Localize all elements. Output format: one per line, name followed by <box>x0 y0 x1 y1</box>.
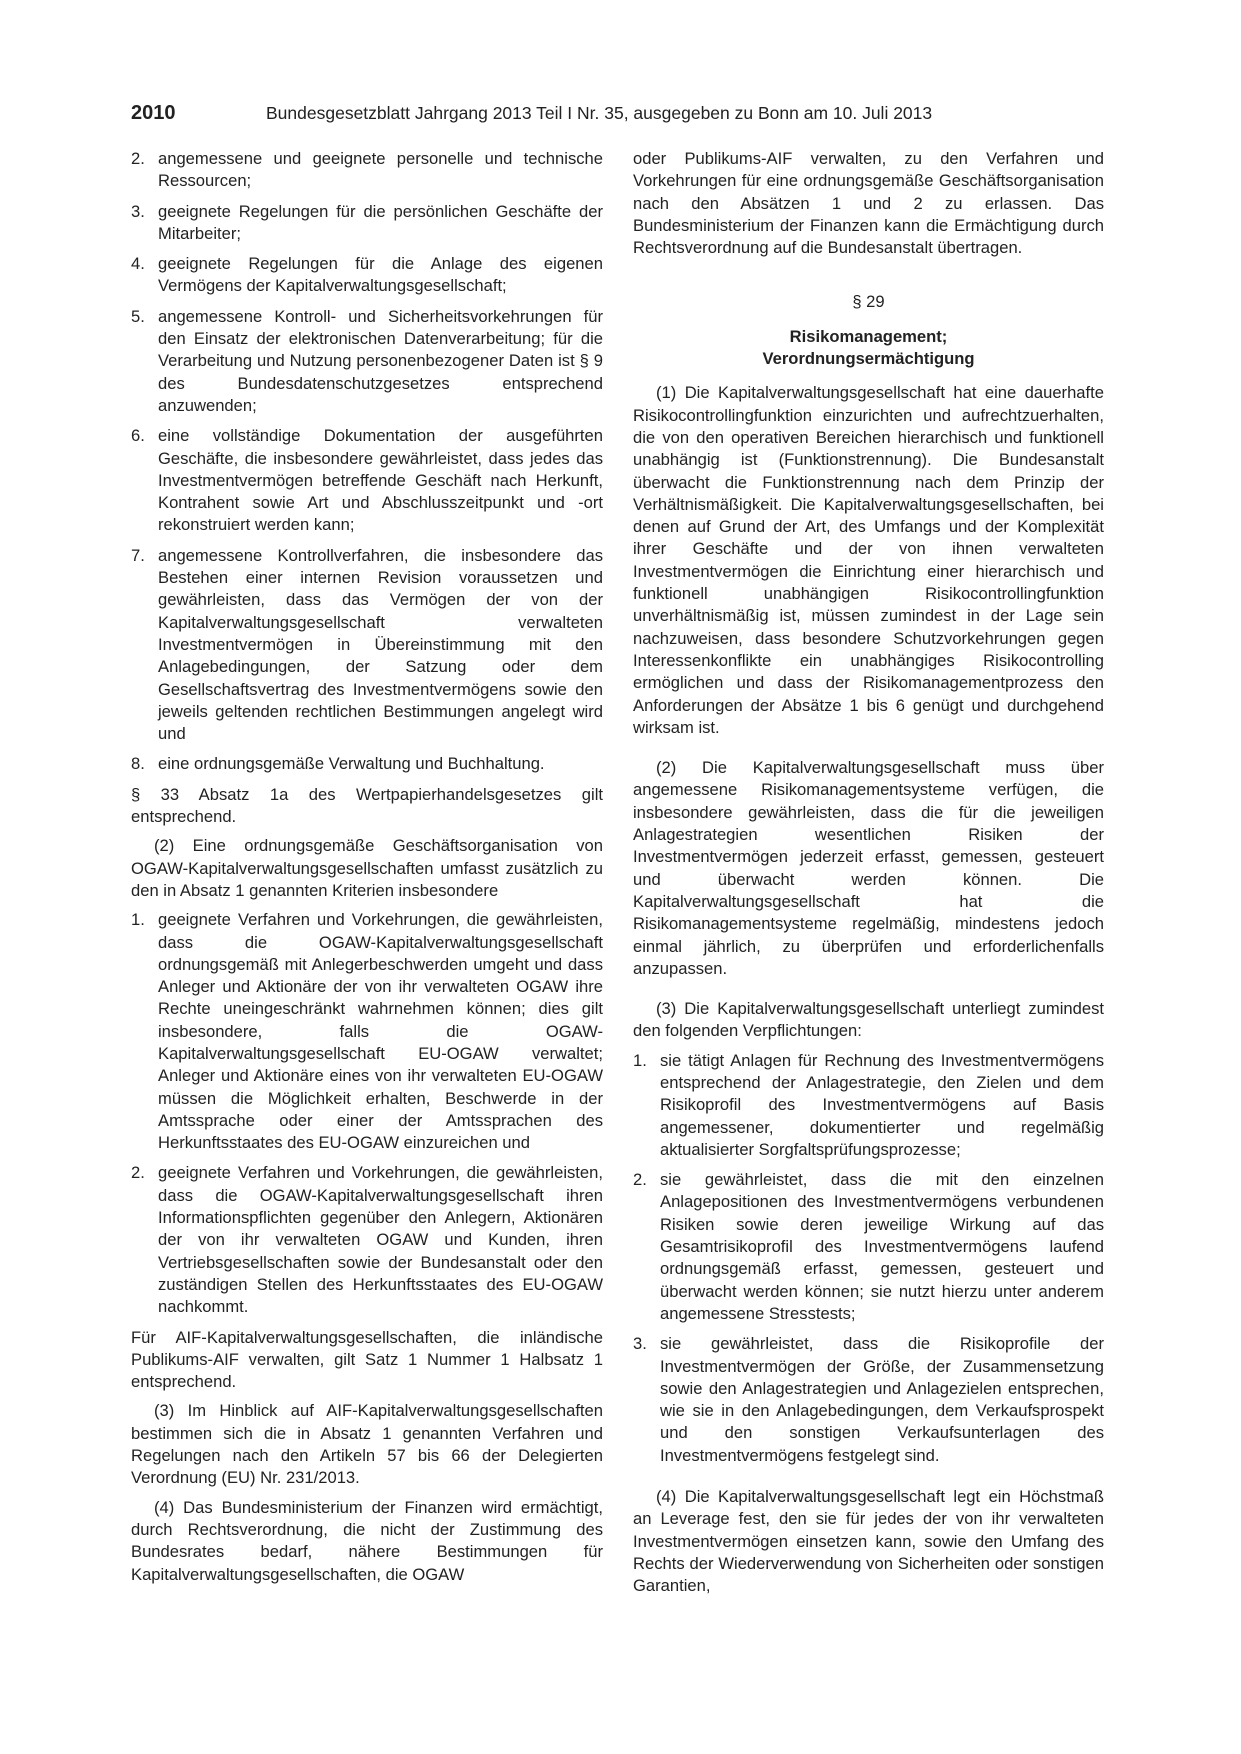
paragraph-continuation: oder Publikums-AIF verwalten, zu den Verfahren und Vorkehrungen für eine ordnungsgemäße Geschäftsorganisation nach den Absätzen 1 und 2 zu erlassen. Das Bundesministerium der Finanzen kann die Ermächtigung durch Rechtsverordnung auf die Bundesanstalt übertragen. <box>633 149 1104 258</box>
list-item-text: eine ordnungsgemäße Verwaltung und Buchhaltung. <box>158 754 545 774</box>
paragraph-absatz-2: (2) Die Kapitalverwaltungsgesellschaft muss über angemessene Risikomanagementsysteme verfügen, die insbesondere gewährleisten, dass die für die jeweiligen Anlagestrategien wesentlichen Risiken der Investmentvermögen jederzeit erfasst, gemessen, gesteuert und überwacht werden können. Die Kapitalverwaltungsgesellschaft hat die Risikomanagementsysteme regelmäßig, mindestens jedoch einmal jährlich, zu überprüfen und erforderlichenfalls anzupassen. <box>633 758 1104 978</box>
page-number: 2010 <box>131 102 176 124</box>
list-item-text: eine vollständige Dokumentation der ausgeführten Geschäfte, die insbesondere gewährleistet, dass jedes das Investmentvermögen betreffende Geschäft nach Herkunft, Kontrahent sowie Art und Abschlusszeitpunkt und -ort rekonstruiert werden kann; <box>158 426 603 535</box>
running-title: Bundesgesetzblatt Jahrgang 2013 Teil I Nr. 35, ausgegeben zu Bonn am 10. Juli 2013 <box>266 103 933 123</box>
list-item <box>131 253 603 298</box>
paragraph-absatz-4: (4) Die Kapitalverwaltungsgesellschaft legt ein Höchstmaß an Leverage fest, den sie für jedes der von ihr verwalteten Investmentvermögen einsetzen kann, sowie den Umfang des Rechts der Wiederverwendung von Sicherheiten oder sonstigen Garantien, <box>633 1487 1104 1596</box>
right-column <box>633 148 1104 1605</box>
list-item-text: sie gewährleistet, dass die Risikoprofile der Investmentvermögen der Größe, der Zusammensetzung sowie den Anlagestrategien und Anlagezielen entsprechen, wie sie in den Anlagebedingungen, dem Verkaufsprospekt und den sonstigen Verkaufsunterlagen des Investmentvermögens festgelegt sind. <box>660 1334 1104 1465</box>
list-item-number: 8. <box>131 754 145 774</box>
list-item-number: 3. <box>131 201 145 221</box>
section-title-line-2: Verordnungsermächtigung <box>762 349 975 369</box>
list-item <box>633 1169 1104 1325</box>
list-item <box>131 753 603 775</box>
list-item-text: geeignete Regelungen für die persönlichen Geschäfte der Mitarbeiter; <box>158 201 603 243</box>
list-item-number: 2. <box>633 1170 647 1190</box>
list-item <box>131 201 603 246</box>
list-item-text: sie gewährleistet, dass die mit den einzelnen Anlagepositionen des Investmentvermögens verbundenen Risiken sowie deren jeweilige Wirkung auf das Gesamtrisikoprofil des Investmentvermögens laufend ordnungsgemäß erfasst, gemessen, gesteuert und überwacht werden können; sie nutzt hierzu unter anderem angemessene Stresstests; <box>660 1170 1104 1323</box>
paragraph-absatz-3: (3) Im Hinblick auf AIF-Kapitalverwaltungsgesellschaften bestimmen sich die in Absatz 1 genannten Verfahren und Regelungen nach den Artikeln 57 bis 66 der Delegierten Verordnung (EU) Nr. 231/2013. <box>131 1401 603 1488</box>
list-item <box>131 545 603 746</box>
numbered-list-3 <box>633 1050 1104 1467</box>
list-item-number: 6. <box>131 426 145 446</box>
list-item-text: geeignete Regelungen für die Anlage des eigenen Vermögens der Kapitalverwaltungsgesellschaft; <box>158 254 603 296</box>
numbered-list-2 <box>131 909 603 1318</box>
paragraph-absatz-2: (2) Eine ordnungsgemäße Geschäftsorganisation von OGAW-Kapitalverwaltungsgesellschaften umfasst zusätzlich zu den in Absatz 1 genannten Kriterien insbesondere <box>131 836 603 900</box>
paragraph-wphg: § 33 Absatz 1a des Wertpapierhandelsgesetzes gilt entsprechend. <box>131 784 603 827</box>
section-number: § 29 <box>852 292 885 312</box>
paragraph-absatz-1: (1) Die Kapitalverwaltungsgesellschaft hat eine dauerhafte Risikocontrollingfunktion einzurichten und aufrechtzuerhalten, die von den operativen Bereichen hierarchisch und funktionell unabhängig ist (Funktionstrennung). Die Bundesanstalt überwacht die Funktionstrennung nach dem Prinzip der Verhältnismäßigkeit. Die Kapitalverwaltungsgesellschaften, bei denen auf Grund der Art, des Umfangs und der Komplexität ihrer Geschäfte und der von ihnen verwalteten Investmentvermögen die Einrichtung einer hierarchisch und funktionell unabhängigen Risikocontrollingfunktion unverhältnismäßig ist, müssen zumindest in der Lage sein nachzuweisen, dass besondere Schutzvorkehrungen gegen Interessenkonflikte ein unabhängiges Risikocontrolling ermöglichen und dass der Risikomanagementprozess den Anforderungen der Absätze 1 bis 6 genügt und durchgehend wirksam ist. <box>633 383 1104 737</box>
list-item <box>131 1162 603 1318</box>
list-item-text: sie tätigt Anlagen für Rechnung des Investmentvermögens entsprechend der Anlagestrategie, den Zielen und dem Risikoprofil des Investmentvermögens auf Basis angemessener, dokumentierter und regelmäßig aktualisierter Sorgfaltsprüfungsprozesse; <box>660 1050 1104 1159</box>
list-item-number: 7. <box>131 545 145 565</box>
list-item-number: 3. <box>633 1334 647 1354</box>
list-item-number: 2. <box>131 1163 145 1183</box>
spacer <box>633 1475 1104 1486</box>
paragraph-absatz-4: (4) Das Bundesministerium der Finanzen wird ermächtigt, durch Rechtsverordnung, die nicht der Zustimmung des Bundesrates bedarf, nähere Bestimmungen für Kapitalverwaltungsgesellschaften, die OGAW <box>131 1497 603 1584</box>
section-title-line-1: Risikomanagement; <box>789 326 948 346</box>
list-item <box>633 1050 1104 1161</box>
list-item-text: angemessene und geeignete personelle und technische Ressourcen; <box>158 149 603 191</box>
list-item-number: 1. <box>633 1050 647 1070</box>
list-item-text: geeignete Verfahren und Vorkehrungen, die gewährleisten, dass die OGAW-Kapitalverwaltungsgesellschaft ordnungsgemäß mit Anlegerbeschwerden umgeht und dass Anleger und Aktionäre der von ihr verwalteten OGAW ihre Rechte uneingeschränkt wahrnehmen können; dies gilt insbesondere, falls die OGAW-Kapitalverwaltungsgesellschaft EU-OGAW verwaltet; Anleger und Aktionäre eines von ihr verwalteten EU-OGAW müssen die Möglichkeit erhalten, Beschwerde in der Amtssprache oder einer der Amtssprachen des Herkunftsstaates des EU-OGAW einzureichen und <box>158 910 603 1153</box>
list-item-number: 5. <box>131 306 145 326</box>
numbered-list-1 <box>131 148 603 776</box>
left-column <box>131 148 603 1593</box>
spacer <box>633 987 1104 998</box>
list-item-number: 2. <box>131 149 145 168</box>
list-item <box>131 909 603 1154</box>
list-item-text: angemessene Kontroll- und Sicherheitsvorkehrungen für den Einsatz der elektronischen Datenverarbeitung; für die Verarbeitung und Nutzung personenbezogener Daten ist § 9 des Bundesdatenschutzgesetzes entsprechend anzuwenden; <box>158 306 603 415</box>
list-item <box>131 148 603 193</box>
list-item-number: 4. <box>131 254 145 274</box>
section-title <box>633 326 1104 371</box>
list-item <box>131 425 603 536</box>
paragraph-absatz-3: (3) Die Kapitalverwaltungsgesellschaft unterliegt zumindest den folgenden Verpflichtungen: <box>633 999 1104 1041</box>
list-item-text: geeignete Verfahren und Vorkehrungen, die gewährleisten, dass die OGAW-Kapitalverwaltungsgesellschaft ihren Informationspflichten gegenüber den Anlegern, Aktionären der von ihr verwalteten OGAW und Kunden, ihren Vertriebsgesellschaften sowie der Bundesanstalt oder den zuständigen Stellen des Herkunftsstaates des EU-OGAW nachkommt. <box>158 1163 603 1317</box>
list-item-number: 1. <box>131 910 145 930</box>
spacer <box>633 746 1104 757</box>
list-item-text: angemessene Kontrollverfahren, die insbesondere das Bestehen einer internen Revision voraussetzen und gewährleisten, dass das Vermögen der von der Kapitalverwaltungsgesellschaft verwalteten Investmentvermögen in Übereinstimmung mit den Anlagebedingungen, der Satzung oder dem Gesellschaftsvertrag des Investmentvermögens sowie den jeweils geltenden rechtlichen Bestimmungen angelegt wird und <box>158 545 603 744</box>
list-item <box>131 306 603 417</box>
page-header <box>131 98 1111 128</box>
list-item <box>633 1333 1104 1467</box>
paragraph-aif: Für AIF-Kapitalverwaltungsgesellschaften, die inländische Publikums-AIF verwalten, gilt Satz 1 Nummer 1 Halbsatz 1 entsprechend. <box>131 1327 603 1392</box>
